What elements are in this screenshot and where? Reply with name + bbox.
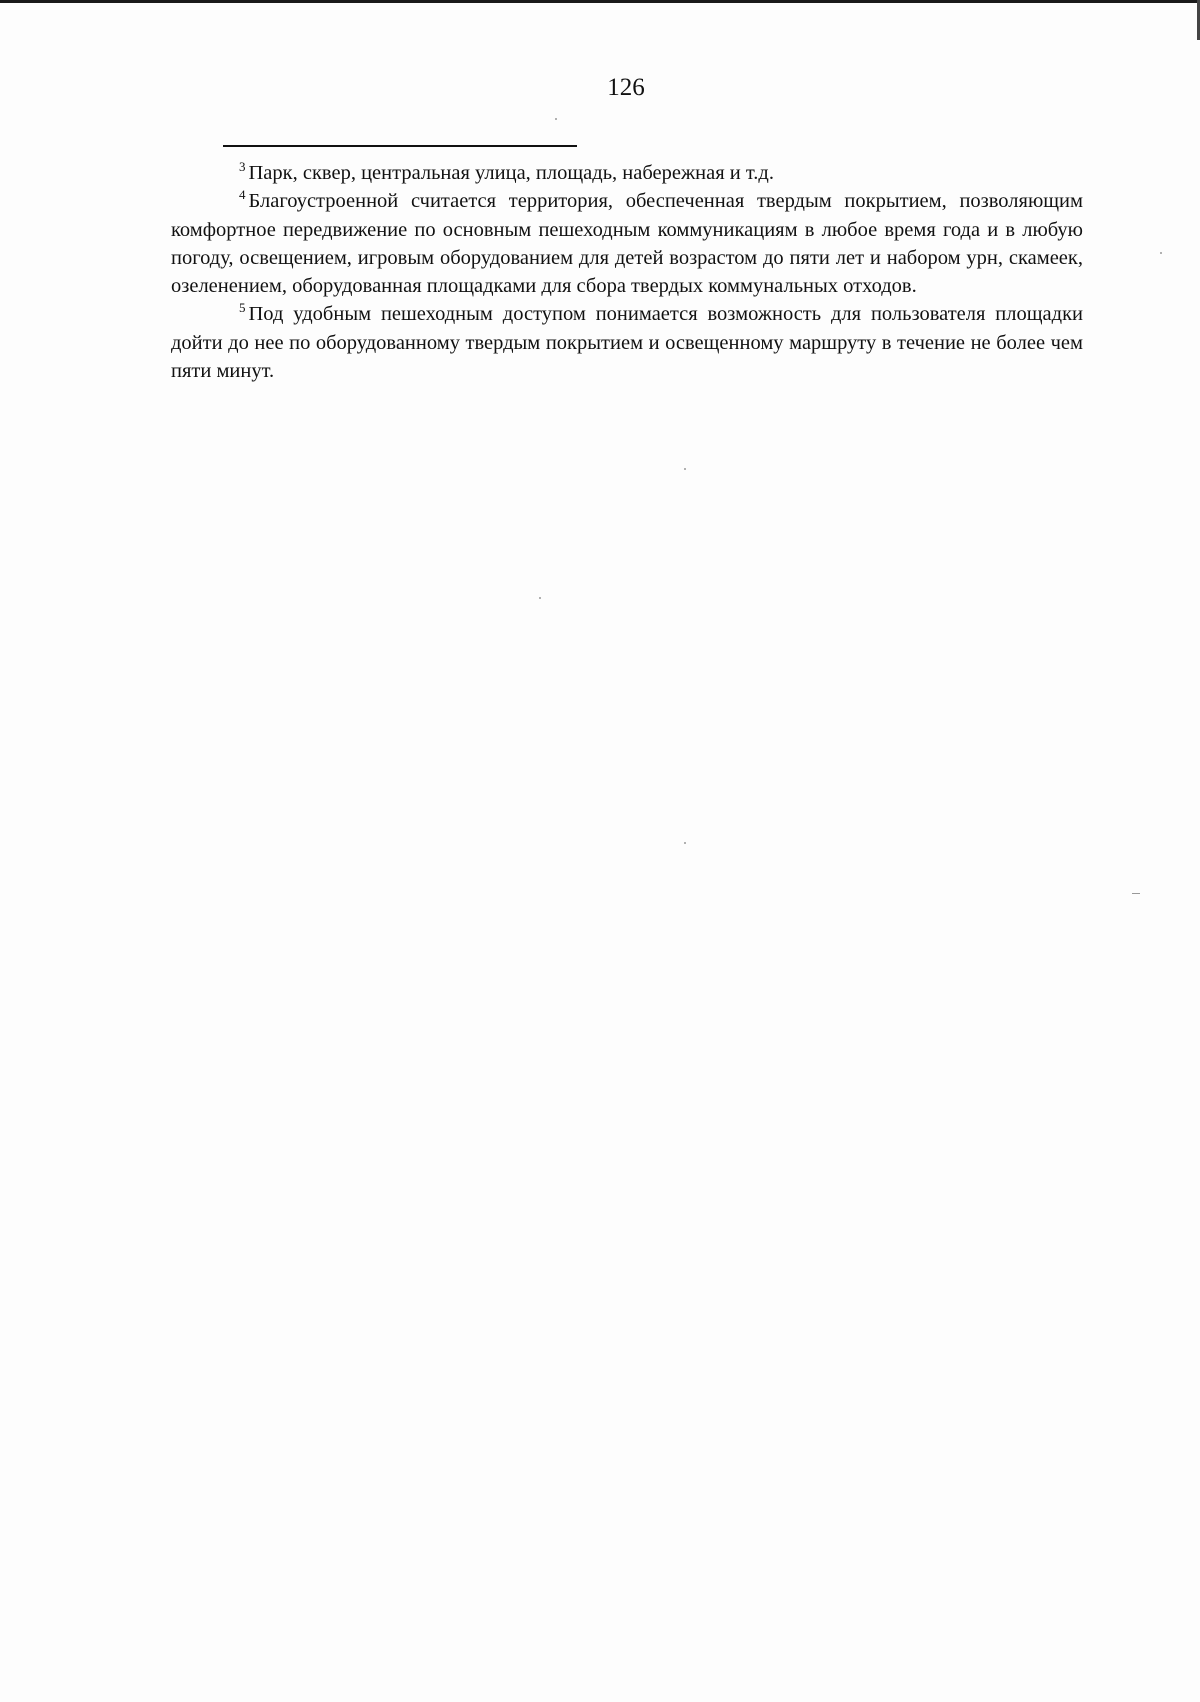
footnote-text: Парк, сквер, центральная улица, площадь, набережная и т.д. <box>248 162 774 184</box>
footnote-3 <box>171 159 1083 187</box>
footnote-4 <box>171 187 1083 300</box>
scan-speck <box>1132 893 1140 894</box>
scan-speck <box>684 468 686 470</box>
footnote-text: Благоустроенной считается территория, обеспеченная твердым покрытием, позволяющим комфортное передвижение по основным пешеходным коммуникациям в любое время года и в любую погоду, освещением, игровым оборудованием для детей возрастом до пяти лет и набором урн, скамеек, озеленением, оборудованная площадками для сбора твердых коммунальных отходов. <box>171 190 1083 298</box>
footnote-text: Под удобным пешеходным доступом понимается возможность для пользователя площадки дойти до нее по оборудованному твердым покрытием и освещенному маршруту в течение не более чем пяти минут. <box>171 303 1083 383</box>
footnote-separator <box>223 145 577 147</box>
footnote-mark: 3 <box>239 159 246 174</box>
scan-speck <box>684 842 686 844</box>
scan-speck <box>555 118 557 120</box>
footnote-5 <box>171 300 1083 385</box>
page-number: 126 <box>607 74 645 101</box>
scan-edge-top <box>0 0 1200 3</box>
scan-speck <box>1160 252 1162 254</box>
footnotes-block <box>171 159 1083 385</box>
footnote-mark: 5 <box>239 300 246 316</box>
scan-speck <box>539 597 541 599</box>
footnote-mark: 4 <box>239 187 246 203</box>
